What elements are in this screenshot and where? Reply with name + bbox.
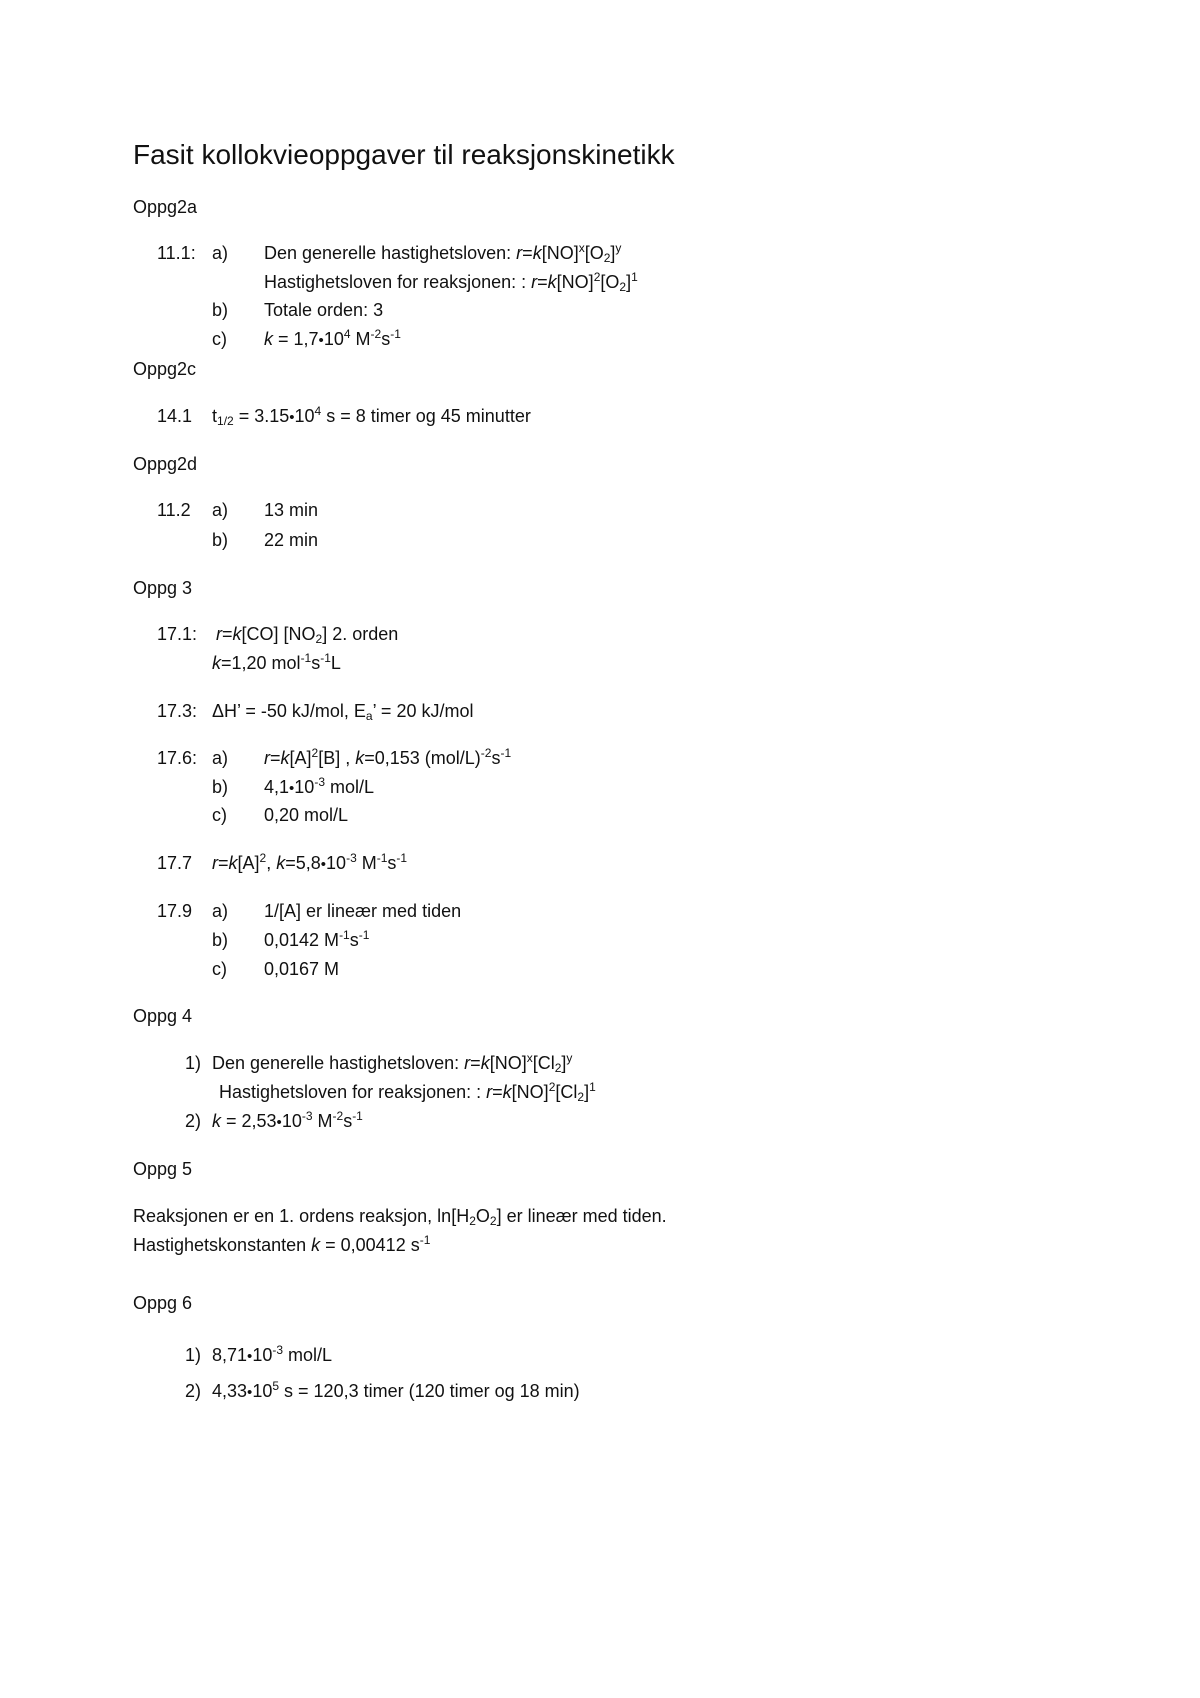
answer-text: 1/[A] er lineær med tiden [264, 901, 462, 921]
rate-constant-17-1: k=1,20 $mol^{-1}s^{-1}L$ [212, 651, 341, 673]
item-label: c) [212, 329, 227, 349]
general-rate-law: Den generelle hastighetsloven: $r=k[NO]^x[Cl_2]^y$ [212, 1051, 573, 1075]
half-life-answer: $t_{1/2}$ = $3.15•10^4$ s = 8 timer og 45 minutter [212, 404, 531, 428]
enthalpy-answer: ΔH’ = -50 kJ/mol, $E_a$’ = 20 kJ/mol [212, 701, 474, 723]
item-label: a) [212, 748, 229, 768]
exercise-number: 11.2 [157, 500, 191, 520]
item-label: c) [212, 959, 227, 979]
exercise-number: 17.7 [157, 853, 193, 873]
item-label: a) [212, 243, 229, 263]
section-heading-oppg5: Oppg 5 [133, 1159, 193, 1179]
section-heading-oppg6: Oppg 6 [133, 1293, 193, 1313]
item-label: b) [212, 777, 229, 797]
item-label: c) [212, 805, 227, 825]
rate-constant: Hastighetskonstanten k = 0,00412 $s^{-1}$ [133, 1233, 431, 1255]
exercise-number: 17.1: [157, 624, 198, 644]
section-heading-oppg4: Oppg 4 [133, 1006, 193, 1026]
total-order: Totale orden: 3 [264, 300, 384, 320]
section-heading-oppg2a: Oppg2a [133, 197, 198, 217]
section-heading-oppg2c: Oppg2c [133, 359, 197, 379]
exercise-number: 11.1: [157, 243, 196, 263]
list-number: 1) [185, 1345, 202, 1365]
list-number: 2) [185, 1111, 202, 1131]
exercise-number: 17.9 [157, 901, 193, 921]
answer-text: $8,71•10^{-3}$ mol/L [212, 1343, 333, 1365]
exercise-number: 17.6: [157, 748, 198, 768]
answer-text: $4,1•10^{-3}$ mol/L [264, 775, 375, 797]
section-heading-oppg2d: Oppg2d [133, 454, 198, 474]
rate-constant: $k = 1,7•10^4$ $M^{-2}s^{-1}$ [264, 327, 401, 349]
rate-constant: $k = 2,53•10^{-3}$ $M^{-2}s^{-1}$ [212, 1109, 363, 1131]
list-number: 1) [185, 1053, 202, 1073]
answer-text: 22 min [264, 530, 319, 550]
rate-law-17-6: $r=k[A]^2[B]$ , k=0,153 $(mol/L)^{-2}s^{-1}$ [264, 746, 512, 768]
answer-text: 0,20 mol/L [264, 805, 349, 825]
rate-law-17-1: r=k[CO] $[NO_2]$ 2. orden [216, 624, 399, 646]
general-rate-law: Den generelle hastighetsloven: $r=k[NO]^x[O_2]^y$ [264, 241, 622, 265]
section-heading-oppg3: Oppg 3 [133, 578, 193, 598]
list-number: 2) [185, 1381, 202, 1401]
rate-law-17-7: $r=k[A]^2$, $k=5,8•10^{-3}$ $M^{-1}s^{-1}$ [212, 851, 408, 873]
answer-text: 0,0142 $M^{-1}s^{-1}$ [264, 928, 370, 950]
item-label: b) [212, 300, 229, 320]
page-title: Fasit kollokvieoppgaver til reaksjonskinetikk [133, 139, 675, 170]
answer-text: $4,33•10^5$ s = 120,3 timer (120 timer og 18 min) [212, 1379, 580, 1401]
item-label: b) [212, 930, 229, 950]
answer-text: 0,0167 M [264, 959, 340, 979]
reaction-rate-law: Hastighetsloven for reaksjonen: : $r=k[NO]^2[O_2]^1$ [264, 270, 638, 294]
item-label: a) [212, 500, 229, 520]
answer-text: Reaksjonen er en 1. ordens reaksjon, $\ln[H_2O_2]$ er lineær med tiden. [133, 1206, 667, 1228]
reaction-rate-law: Hastighetsloven for reaksjonen: : $r=k[NO]^2[Cl_2]^1$ [219, 1080, 596, 1104]
item-label: a) [212, 901, 229, 921]
exercise-number: 14.1 [157, 406, 193, 426]
item-label: b) [212, 530, 229, 550]
exercise-number: 17.3: [157, 701, 198, 721]
answer-text: 13 min [264, 500, 319, 520]
